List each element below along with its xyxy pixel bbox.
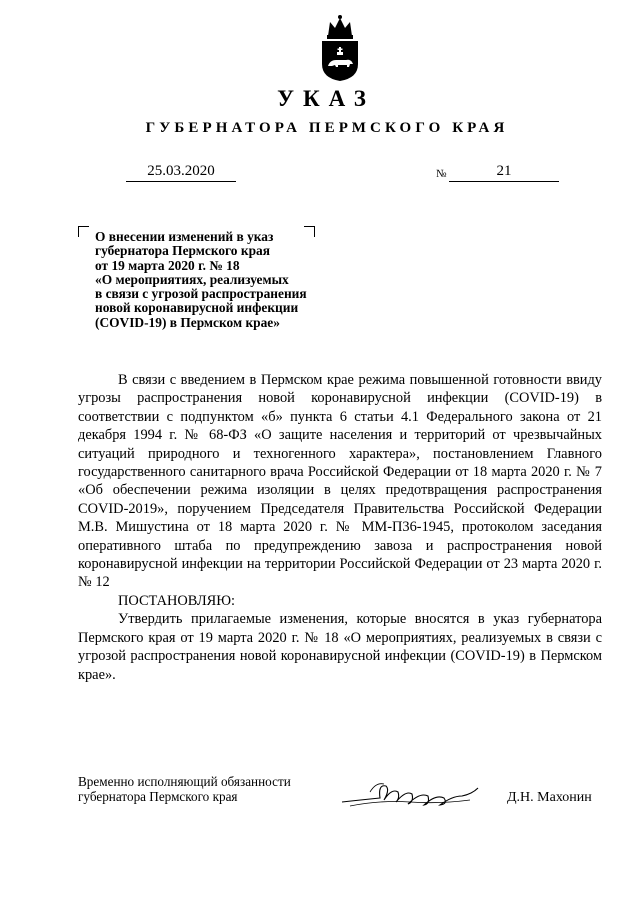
document-subject: О внесении изменений в указ губернатора Пермского края от 19 марта 2020 г. № 18 «О мероприятиях, реализуемых в связи с угрозой распространения новой коронавирусной инфекции (COVID-19) в Пермском крае» bbox=[95, 229, 307, 330]
body-paragraph: Утвердить прилагаемые изменения, которые вносятся в указ губернатора Пермского края от 19 марта 2020 г. № 18 «О мероприятиях, реализуемых в связи с угрозой распространения новой коронавирусной инфекции (COVID-19) в Пермском крае». bbox=[78, 611, 602, 683]
document-date: 25.03.2020 bbox=[126, 161, 236, 182]
handwritten-signature bbox=[340, 778, 480, 812]
document-type-heading: УКАЗ bbox=[277, 86, 375, 111]
decree-word: ПОСТАНОВЛЯЮ: bbox=[118, 592, 236, 609]
issuer-heading: ГУБЕРНАТОРА ПЕРМСКОГО КРАЯ bbox=[145, 120, 509, 136]
document-body bbox=[78, 371, 602, 684]
signatory-title: Временно исполняющий обязанности губернатора Пермского края bbox=[78, 774, 291, 804]
body-paragraph: В связи с введением в Пермском крае режима повышенной готовности ввиду угрозы распространения новой коронавирусной инфекции (COVID-19) в соответствии с подпунктом «б» пункта 6 статьи 4.1 Федерального закона от 21 декабря 1994 г. № 68-ФЗ «О защите населения и территорий от чрезвычайных ситуаций природного и техногенного характера», постановлением Главного государственного санитарного врача Российской Федерации от 18 марта 2020 г. № 7 «Об обеспечении режима изоляции в целях предотвращения распространения COVID-2019», поручением Председателя Правительства Российской Федерации М.В. Мишустина от 18 марта 2020 г. № ММ-П36-1945, протоколом заседания оперативного штаба по предупреждению завоза и распространения новой коронавирусной инфекции на территории Российской Федерации от 23 марта 2020 г. № 12 bbox=[78, 372, 602, 591]
signatory-name: Д.Н. Махонин bbox=[507, 790, 592, 805]
coat-of-arms-icon bbox=[318, 14, 362, 82]
subject-corner-left bbox=[78, 226, 89, 237]
number-sign: № bbox=[436, 168, 447, 180]
document-number: 21 bbox=[449, 161, 559, 182]
